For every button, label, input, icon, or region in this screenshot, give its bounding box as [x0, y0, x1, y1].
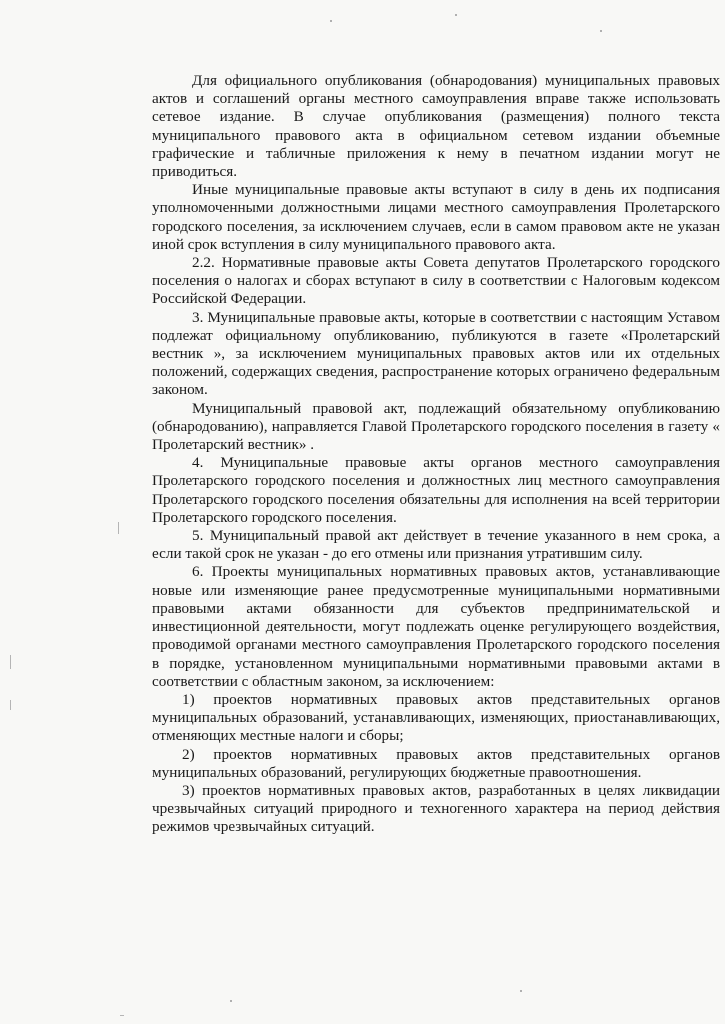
- document-body: [152, 72, 720, 837]
- paragraph-online-publication: Для официального опубликования (обнародования) муниципальных правовых актов и соглашений органы местного самоуправления вправе также использовать сетевое издание. В случае опубликования (размещения) полного текста муниципального правового акта в официальном сетевом издании объемные графические и табличные приложения к нему в печатном издании могут не приводиться.: [152, 72, 720, 181]
- scan-speck: [600, 30, 602, 32]
- scan-speck: [230, 1000, 232, 1002]
- paragraph-2-2-taxes: 2.2. Нормативные правовые акты Совета депутатов Пролетарского городского поселения о налогах и сборах вступают в силу в соответствии с Налоговым кодексом Российской Федерации.: [152, 254, 720, 308]
- list-item-1: 1) проектов нормативных правовых актов представительных органов муниципальных образований, устанавливающих, изменяющих, приостанавливающих, отменяющих местные налоги и сборы;: [152, 690, 720, 745]
- scan-margin-mark: [10, 700, 11, 710]
- paragraph-5-validity-term: 5. Муниципальный правой акт действует в течение указанного в нем срока, а если такой срок не указан - до его отмены или признания утратившим силу.: [152, 527, 720, 563]
- scan-margin-mark: [118, 522, 119, 534]
- list-item-3: 3) проектов нормативных правовых актов, разработанных в целях ликвидации чрезвычайных ситуаций природного и техногенного характера на период действия режимов чрезвычайных ситуаций.: [152, 781, 720, 836]
- scan-speck: [330, 20, 332, 22]
- scan-speck: [455, 14, 457, 16]
- paragraph-6-regulatory-assessment: 6. Проекты муниципальных нормативных правовых актов, устанавливающие новые или изменяющие ранее предусмотренные муниципальными нормативными правовыми актами обязанности для субъектов предпринимательской и инвестиционной деятельности, могут подлежать оценке регулирующего воздействия, проводимой органами местного самоуправления Пролетарского городского поселения в порядке, установленном муниципальными нормативными правовыми актами в соответствии с областным законом, за исключением:: [152, 563, 720, 690]
- paragraph-other-acts-effective: Иные муниципальные правовые акты вступают в силу в день их подписания уполномоченными должностными лицами местного самоуправления Пролетарского городского поселения, за исключением случаев, если в самом правовом акте не указан иной срок вступления в силу муниципального правового акта.: [152, 181, 720, 253]
- scan-speck: [520, 990, 522, 992]
- paragraph-mandatory-publication: Муниципальный правовой акт, подлежащий обязательному опубликованию (обнародованию), направляется Главой Пролетарского городского поселения в газету « Пролетарский вестник» .: [152, 399, 720, 454]
- paragraph-3-publication-newspaper: 3. Муниципальные правовые акты, которые в соответствии с настоящим Уставом подлежат официальному опубликованию, публикуются в газете «Пролетарский вестник », за исключением муниципальных правовых актов или их отдельных положений, содержащих сведения, распространение которых ограничено федеральным законом.: [152, 308, 720, 399]
- paragraph-4-binding-acts: 4. Муниципальные правовые акты органов местного самоуправления Пролетарского городского поселения и должностных лиц местного самоуправления Пролетарского городского поселения обязательны для исполнения на всей территории Пролетарского городского поселения.: [152, 454, 720, 526]
- list-item-2: 2) проектов нормативных правовых актов представительных органов муниципальных образований, регулирующих бюджетные правоотношения.: [152, 745, 720, 781]
- scan-margin-mark: [10, 655, 11, 669]
- scan-margin-mark: [120, 1015, 124, 1016]
